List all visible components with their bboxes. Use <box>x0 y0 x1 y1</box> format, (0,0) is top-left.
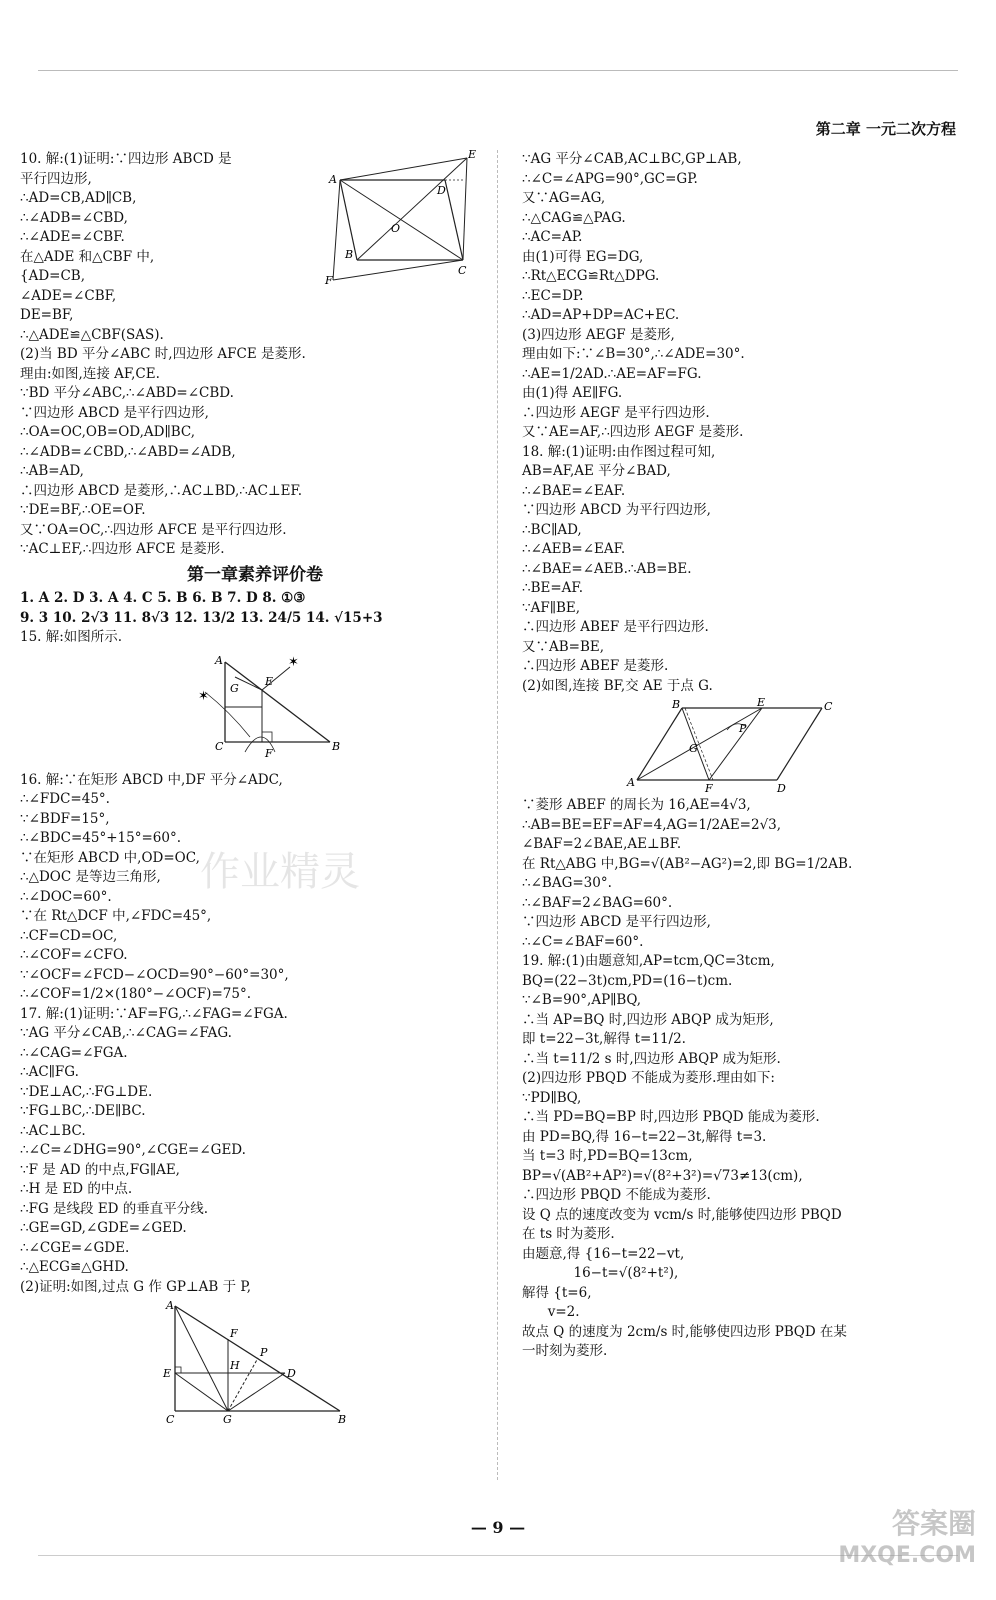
svg-text:B: B <box>672 698 681 711</box>
text-line: ∴四边形 ABEF 是菱形. <box>522 658 669 674</box>
text-line: ∴∠BAF=2∠BAG=60°. <box>522 894 673 911</box>
text-line: 由题意,得 {16−t=22−vt, <box>522 1245 685 1262</box>
text-line: ∴AD=CB,AD∥CB, <box>20 190 137 206</box>
svg-text:E: E <box>468 148 477 161</box>
solution-17 <box>20 1005 490 1298</box>
answer-line: 1. A 2. D 3. A 4. C 5. B 6. B 7. D 8. ①③ <box>20 590 306 606</box>
text-line: ∴∠C=∠BAF=60°. <box>522 933 644 950</box>
header-rule <box>38 70 958 71</box>
text-line: ∴△ADE≌△CBF(SAS). <box>20 326 164 343</box>
svg-text:A: A <box>329 173 337 186</box>
text-line: ∴∠BAE=∠AEB.∴AB=BE. <box>522 560 692 577</box>
text-line: (2)如图,连接 BF,交 AE 于点 G. <box>522 677 713 694</box>
svg-text:B: B <box>338 1413 347 1426</box>
text-line: ∴AD=AP+DP=AC+EC. <box>522 307 680 323</box>
text-line: ∴FG 是线段 ED 的垂直平分线. <box>20 1200 209 1217</box>
right-column <box>522 150 962 1362</box>
svg-text:F: F <box>705 782 713 795</box>
text-line: 18. 解:(1)证明:由作图过程可知, <box>522 443 716 460</box>
svg-text:E: E <box>163 1367 172 1380</box>
text-line: ∴△ECG≌△GHD. <box>20 1259 129 1275</box>
text-line: ∵BD 平分∠ABC,∴∠ABD=∠CBD. <box>20 385 234 401</box>
text-line: ∴四边形 PBQD 不能成为菱形. <box>522 1187 711 1203</box>
watermark-text: 作业精灵 <box>200 849 360 895</box>
svg-text:E: E <box>757 696 766 709</box>
svg-text:G: G <box>689 742 698 755</box>
text-line: 16. 解:∵在矩形 ABCD 中,DF 平分∠ADC, <box>20 771 283 788</box>
text-line: ∵PD∥BQ, <box>522 1089 582 1106</box>
footer-rule <box>38 1555 958 1556</box>
page-number: — 9 — <box>470 1518 526 1537</box>
text-line: 一时刻为菱形. <box>522 1343 608 1359</box>
text-line: ∴GE=GD,∠GDE=∠GED. <box>20 1220 187 1236</box>
text-line: 又∵AB=BE, <box>522 638 605 655</box>
text-line: ∴Rt△ECG≌Rt△DPG. <box>522 268 660 284</box>
svg-text:O: O <box>391 222 401 235</box>
text-line: 又∵AE=AF,∴四边形 AEGF 是菱形. <box>522 424 744 440</box>
construction-figure-15 <box>20 652 490 767</box>
text-line: ∵DE=BF,∴OE=OF. <box>20 502 146 518</box>
text-line: ∴∠ADB=∠CBD, <box>20 209 128 226</box>
text-line: 故点 Q 的速度为 2cm/s 时,能够使四边形 PBQD 在某 <box>522 1323 847 1340</box>
watermark-stamp <box>200 840 360 897</box>
text-line: ∠ADE=∠CBF, <box>20 287 117 304</box>
text-line: 由 PD=BQ,得 16−t=22−3t,解得 t=3. <box>522 1128 767 1145</box>
text-line: ∵∠BDF=15°, <box>20 810 110 827</box>
answer-line: 9. 3 10. 2√3 11. 8√3 12. 13/2 13. 24/5 14. √15+3 <box>20 609 383 626</box>
text-line: ∵四边形 ABCD 为平行四边形, <box>522 502 711 518</box>
geometry-diagram <box>190 652 450 767</box>
text-line: 10. 解:(1)证明:∵四边形 ABCD 是 <box>20 151 232 167</box>
text-line: ∵AC⊥EF,∴四边形 AFCE 是菱形. <box>20 541 225 557</box>
text-line: ∵F 是 AD 的中点,FG∥AE, <box>20 1161 180 1178</box>
text-line: ∴EC=DP. <box>522 287 584 304</box>
text-line: ∴四边形 AEGF 是平行四边形. <box>522 404 710 421</box>
text-line: ∴∠BAG=30°. <box>522 875 612 891</box>
svg-text:G: G <box>230 681 239 695</box>
svg-text:D: D <box>287 1367 296 1380</box>
text-line: ∴BC∥AD, <box>522 521 582 538</box>
svg-text:C: C <box>215 739 224 753</box>
text-line: ∴∠CAG=∠FGA. <box>20 1044 128 1061</box>
text-line: 即 t=22−3t,解得 t=11/2. <box>522 1031 686 1047</box>
text-line: ∴BE=AF. <box>522 580 583 596</box>
text-line: 理由:如图,连接 AF,CE. <box>20 365 160 382</box>
rhombus-figure-18 <box>522 696 962 795</box>
column-divider <box>497 150 498 1480</box>
text-line: ∴∠DOC=60°. <box>20 888 112 905</box>
text-line: v=2. <box>522 1304 580 1320</box>
parallelogram-figure-10 <box>325 150 475 285</box>
geometry-diagram <box>627 696 857 795</box>
text-line: 17. 解:(1)证明:∵AF=FG,∴∠FAG=∠FGA. <box>20 1005 288 1022</box>
text-line: ∴∠ADE=∠CBF. <box>20 229 125 245</box>
text-line: ∴AB=BE=EF=AF=4,AG=1/2AE=2√3, <box>522 816 782 833</box>
text-line: BP=√(AB²+AP²)=√(8²+3²)=√73≠13(cm), <box>522 1167 803 1184</box>
text-line: ∴AE=1/2AD.∴AE=AF=FG. <box>522 365 702 382</box>
text-line: ∵AF∥BE, <box>522 599 581 616</box>
svg-text:A: A <box>166 1299 174 1312</box>
text-line: AB=AF,AE 平分∠BAD, <box>522 463 671 479</box>
text-line: ∠BAF=2∠BAE,AE⊥BF. <box>522 836 682 852</box>
svg-text:E: E <box>265 674 274 688</box>
text-line: ∵AG 平分∠CAB,∴∠CAG=∠FAG. <box>20 1025 232 1041</box>
svg-text:F: F <box>265 746 273 760</box>
watermark <box>838 1508 976 1572</box>
text-line: ∴AC⊥BC. <box>20 1122 86 1139</box>
svg-text:B: B <box>345 248 354 261</box>
text-line: ∴∠AEB=∠EAF. <box>522 541 626 557</box>
svg-text:C: C <box>824 700 833 713</box>
triangle-figure-17 <box>20 1301 490 1426</box>
text-line: ∴CF=CD=OC, <box>20 927 118 944</box>
text-line: ∵四边形 ABCD 是平行四边形, <box>522 914 711 930</box>
text-line: 19. 解:(1)由题意知,AP=tcm,QC=3tcm, <box>522 953 775 969</box>
text-line: 设 Q 点的速度改变为 vcm/s 时,能够使四边形 PBQD <box>522 1206 842 1223</box>
text-line: ∴当 AP=BQ 时,四边形 ABQP 成为矩形, <box>522 1011 774 1028</box>
text-line: ∵∠B=90°,AP∥BQ, <box>522 992 642 1008</box>
text-line: (3)四边形 AEGF 是菱形, <box>522 326 675 343</box>
svg-text:F: F <box>325 274 333 287</box>
text-line: ∴∠BDC=45°+15°=60°. <box>20 830 181 846</box>
left-column <box>20 150 490 1430</box>
text-line: 又∵OA=OC,∴四边形 AFCE 是平行四边形. <box>20 521 287 538</box>
text-line: ∵DE⊥AC,∴FG⊥DE. <box>20 1083 153 1100</box>
svg-text:B: B <box>332 739 341 753</box>
text-line: ∵菱形 ABEF 的周长为 16,AE=4√3, <box>522 797 751 813</box>
watermark-line: 答案圈 <box>891 1507 976 1540</box>
svg-text:A: A <box>627 776 635 789</box>
section-title: 第一章素养评价卷 <box>187 564 323 585</box>
svg-text:G: G <box>223 1413 232 1426</box>
text-line: ∴∠COF=∠CFO. <box>20 947 128 963</box>
text-line: 由(1)得 AE∥FG. <box>522 385 623 401</box>
text-line: ∴四边形 ABCD 是菱形,∴AC⊥BD,∴AC⊥EF. <box>20 482 303 499</box>
svg-text:P: P <box>260 1346 268 1359</box>
text-line: ∴当 PD=BQ=BP 时,四边形 PBQD 能成为菱形. <box>522 1109 820 1125</box>
text-line: 在△ADE 和△CBF 中, <box>20 248 155 265</box>
text-line: ∴AC∥FG. <box>20 1064 79 1080</box>
text-line: ∴OA=OC,OB=OD,AD∥BC, <box>20 424 196 440</box>
solution-19 <box>522 952 962 1362</box>
solution-18 <box>522 443 962 697</box>
svg-text:C: C <box>458 264 467 277</box>
text-line: ∴∠CGE=∠GDE. <box>20 1239 130 1256</box>
answer-key <box>20 589 490 648</box>
text-line: 解得 {t=6, <box>522 1284 592 1301</box>
text-line: ∵四边形 ABCD 是平行四边形, <box>20 404 209 421</box>
svg-text:P: P <box>739 722 747 735</box>
text-line: ∴∠FDC=45°. <box>20 791 110 807</box>
text-line: {AD=CB, <box>20 268 86 284</box>
text-line: ∵AG 平分∠CAB,AC⊥BC,GP⊥AB, <box>522 151 742 167</box>
text-line: ∴AC=AP. <box>522 229 583 245</box>
text-line: ∴∠C=∠DHG=90°,∠CGE=∠GED. <box>20 1142 246 1158</box>
text-line: ∴AB=AD, <box>20 463 84 479</box>
text-line: ∴当 t=11/2 s 时,四边形 ABQP 成为矩形. <box>522 1050 781 1067</box>
text-line: 16−t=√(8²+t²), <box>522 1265 679 1281</box>
text-line: ∵在矩形 ABCD 中,OD=OC, <box>20 849 200 866</box>
svg-text:A: A <box>215 653 223 667</box>
text-line: 在 Rt△ABG 中,BG=√(AB²−AG²)=2,即 BG=1/2AB. <box>522 855 853 872</box>
text-line: 平行四边形, <box>20 170 92 187</box>
text-line: (2)当 BD 平分∠ABC 时,四边形 AFCE 是菱形. <box>20 346 306 362</box>
watermark-line: MXQE.COM <box>838 1543 976 1568</box>
chapter-title: 第二章 一元二次方程 <box>815 120 956 138</box>
text-line: 又∵AG=AG, <box>522 190 606 206</box>
answer-line: 15. 解:如图所示. <box>20 629 123 645</box>
text-line: (2)四边形 PBQD 不能成为菱形.理由如下: <box>522 1070 775 1086</box>
text-line: ∴∠COF=1/2×(180°−∠OCF)=75°. <box>20 986 251 1002</box>
text-line: DE=BF, <box>20 307 74 323</box>
text-line: ∴四边形 ABEF 是平行四边形. <box>522 619 709 635</box>
text-line: BQ=(22−3t)cm,PD=(16−t)cm. <box>522 972 733 989</box>
svg-text:F: F <box>230 1327 238 1340</box>
text-line: 理由如下:∵∠B=30°,∴∠ADE=30°. <box>522 346 745 362</box>
text-line: 在 ts 时为菱形. <box>522 1226 615 1242</box>
text-line: ∵FG⊥BC,∴DE∥BC. <box>20 1103 146 1119</box>
svg-text:✶: ✶ <box>198 688 209 704</box>
svg-text:C: C <box>166 1413 175 1426</box>
text-line: ∴△DOC 是等边三角形, <box>20 869 161 885</box>
svg-text:H: H <box>230 1359 240 1372</box>
solution-17-continued <box>522 150 962 443</box>
text-line: ∴∠ADB=∠CBD,∴∠ABD=∠ADB, <box>20 443 236 460</box>
svg-text:D: D <box>777 782 786 795</box>
svg-text:✶: ✶ <box>288 654 299 670</box>
text-line: (2)证明:如图,过点 G 作 GP⊥AB 于 P, <box>20 1278 252 1295</box>
text-line: ∵∠OCF=∠FCD−∠OCD=90°−60°=30°, <box>20 966 289 983</box>
text-line: ∴∠BAE=∠EAF. <box>522 482 626 499</box>
text-line: ∵在 Rt△DCF 中,∠FDC=45°, <box>20 908 212 924</box>
text-line: ∴∠C=∠APG=90°,GC=GP. <box>522 170 698 187</box>
text-line: 由(1)可得 EG=DG, <box>522 248 644 265</box>
solution-18-continued <box>522 796 962 952</box>
text-line: ∴△CAG≌△PAG. <box>522 209 626 226</box>
geometry-diagram <box>160 1301 360 1426</box>
text-line: ∴H 是 ED 的中点. <box>20 1181 133 1197</box>
svg-text:D: D <box>437 184 446 197</box>
text-line: 当 t=3 时,PD=BQ=13cm, <box>522 1148 693 1164</box>
